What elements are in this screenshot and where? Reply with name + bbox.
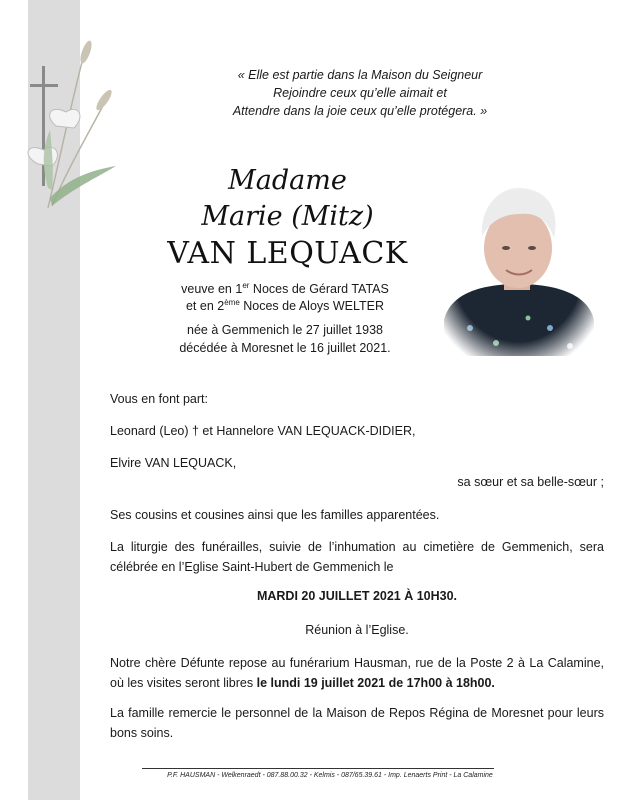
deceased-first-names: Marie (Mitz) [201,201,374,232]
announcement-intro: Vous en font part: [110,392,208,406]
visitation-time: le lundi 19 juillet 2021 de 17h00 à 18h00. [256,676,495,690]
first-marriage-sup: er [242,280,250,290]
footer-divider [142,768,494,769]
quote-line-2: Rejoindre ceux qu’elle aimait et [273,86,447,100]
quote-line-1: « Elle est partie dans la Maison du Seigneur [237,68,483,82]
deceased-name-block [150,163,425,273]
second-marriage-text-b: Noces de Aloys WELTER [239,299,385,313]
first-marriage [140,281,430,298]
visitation-paragraph [110,653,604,693]
portrait-photo [440,178,596,356]
first-marriage-text-a: veuve en 1 [181,282,243,296]
marital-status [140,281,430,315]
second-marriage-text-a: et en 2 [185,299,225,313]
family-line-2: Elvire VAN LEQUACK, [110,456,237,470]
family-line-1: Leonard (Leo) † et Hannelore VAN LEQUACK-DIDIER, [110,424,416,438]
liturgy-paragraph: La liturgie des funérailles, suivie de l’inhumation au cimetière de Gemmenich, sera célébrée en l’Eglise Saint-Hubert de Gemmenich le [110,540,604,574]
quote-line-3: Attendre dans la joie ceux qu’elle protégera. » [232,104,488,118]
thanks-paragraph: La famille remercie le personnel de la Maison de Repos Régina de Moresnet pour leurs bons soins. [110,706,604,740]
death-line: décédée à Moresnet le 16 juillet 2021. [179,341,391,355]
second-marriage [140,298,430,315]
birth-line: née à Gemmenich le 27 juillet 1938 [187,323,383,337]
cousins-line: Ses cousins et cousines ainsi que les familles apparentées. [110,508,440,522]
funeral-date-text: MARDI 20 JUILLET 2021 À 10H30. [256,589,458,603]
funeral-home-footer: P.F. HAUSMAN - Welkenraedt - 087.88.00.32 - Kelmis - 087/65.39.61 - Imp. Lenaerts Print - La Calamine [167,772,493,779]
deceased-surname: VAN LEQUACK [167,236,408,271]
second-marriage-sup: ème [224,297,240,307]
funeral-date [110,586,604,606]
visitation-text: Notre chère Défunte repose au funérarium Hausman, rue de la Poste 2 à La Calamine, où les visites seront libres [110,656,604,690]
first-marriage-text-b: Noces de Gérard TATAS [249,282,389,296]
meeting-line: Réunion à l’Eglise. [305,623,409,637]
cross-lily-icon [8,38,126,228]
family-relation: sa sœur et sa belle-sœur ; [457,475,604,489]
deceased-title: Madame [228,165,347,196]
memorial-quote [170,66,550,120]
life-dates [140,321,430,357]
